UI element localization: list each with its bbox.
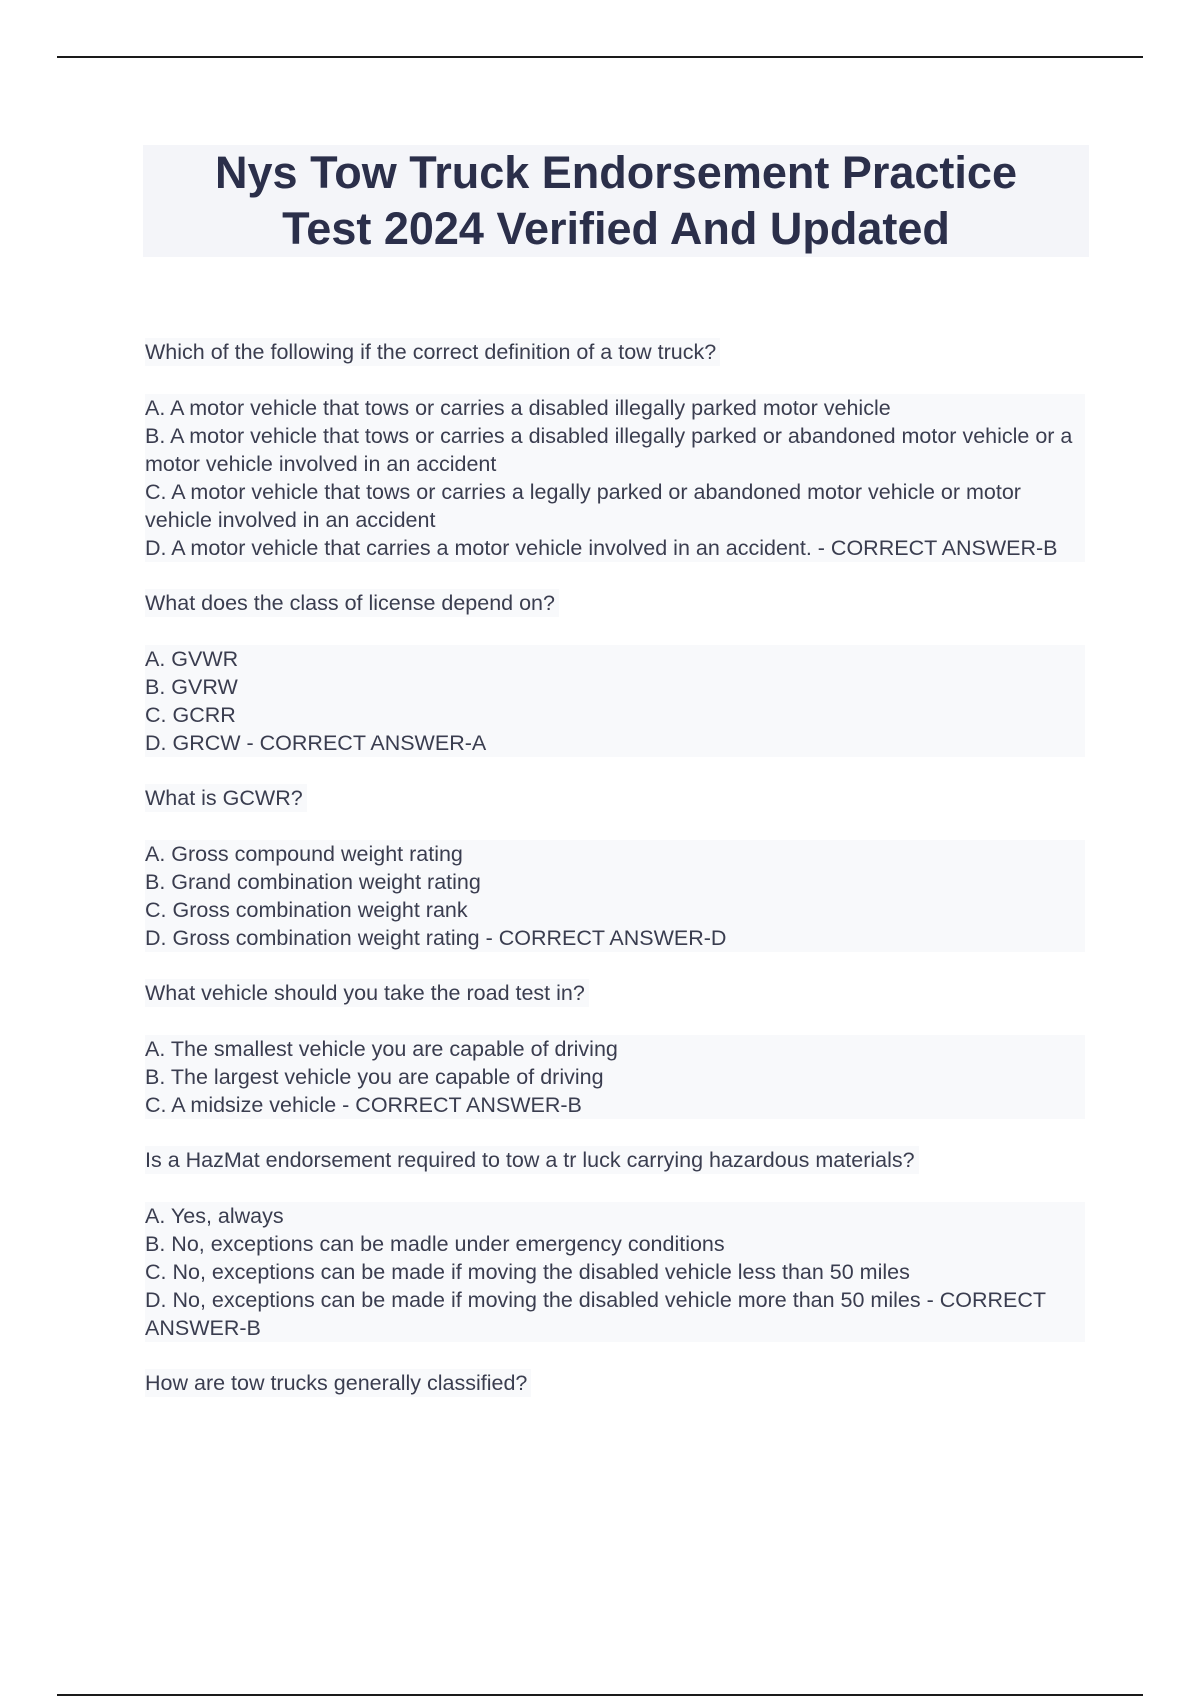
- question-block: [145, 589, 1085, 757]
- answer-option: A. Yes, always: [145, 1204, 284, 1228]
- answer-options: [145, 645, 1085, 757]
- answer-option: D. GRCW - CORRECT ANSWER-A: [145, 731, 487, 755]
- answer-option: A. Gross compound weight rating: [145, 842, 463, 866]
- question-list: [145, 338, 1085, 1424]
- answer-option: B. Grand combination weight rating: [145, 870, 481, 894]
- answer-option: D. A motor vehicle that carries a motor vehicle involved in an accident. - CORRECT ANSWER-B: [145, 536, 1058, 560]
- question-text: Is a HazMat endorsement required to tow a tr luck carrying hazardous materials?: [145, 1146, 919, 1174]
- answer-option: B. GVRW: [145, 675, 238, 699]
- answer-option: A. A motor vehicle that tows or carries a disabled illegally parked motor vehicle: [145, 396, 891, 420]
- answer-option: B. A motor vehicle that tows or carries a disabled illegally parked or abandoned motor vehicle or a motor vehicle involved in an accident: [145, 424, 1073, 476]
- question-text: What vehicle should you take the road test in?: [145, 979, 589, 1007]
- answer-option: D. No, exceptions can be made if moving the disabled vehicle more than 50 miles - CORRECT ANSWER-B: [145, 1288, 1046, 1340]
- answer-option: A. The smallest vehicle you are capable of driving: [145, 1037, 618, 1061]
- question-text: Which of the following if the correct definition of a tow truck?: [145, 338, 720, 366]
- answer-options: [145, 1202, 1085, 1342]
- answer-options: [145, 394, 1085, 562]
- question-text: What is GCWR?: [145, 784, 307, 812]
- answer-option: C. Gross combination weight rank: [145, 898, 468, 922]
- answer-option: A. GVWR: [145, 647, 239, 671]
- document-title-line-2: Test 2024 Verified And Updated: [282, 203, 950, 254]
- answer-option: D. Gross combination weight rating - CORRECT ANSWER-D: [145, 926, 727, 950]
- question-text: How are tow trucks generally classified?: [145, 1369, 531, 1397]
- question-block: [145, 1369, 1085, 1397]
- answer-option: C. A midsize vehicle - CORRECT ANSWER-B: [145, 1093, 582, 1117]
- document-title-line-1: Nys Tow Truck Endorsement Practice: [215, 147, 1017, 198]
- answer-option: C. No, exceptions can be made if moving the disabled vehicle less than 50 miles: [145, 1260, 910, 1284]
- answer-option: C. GCRR: [145, 703, 236, 727]
- question-block: [145, 784, 1085, 952]
- question-block: [145, 338, 1085, 562]
- question-block: [145, 1146, 1085, 1342]
- answer-option: B. No, exceptions can be madle under emergency conditions: [145, 1232, 725, 1256]
- answer-options: [145, 840, 1085, 952]
- title-box: [143, 145, 1089, 257]
- question-block: [145, 979, 1085, 1119]
- answer-option: B. The largest vehicle you are capable of driving: [145, 1065, 604, 1089]
- answer-option: C. A motor vehicle that tows or carries a legally parked or abandoned motor vehicle or motor vehicle involved in an accident: [145, 480, 1021, 532]
- answer-options: [145, 1035, 1085, 1119]
- bottom-rule: [57, 1694, 1143, 1696]
- top-rule: [57, 56, 1143, 58]
- question-text: What does the class of license depend on?: [145, 589, 559, 617]
